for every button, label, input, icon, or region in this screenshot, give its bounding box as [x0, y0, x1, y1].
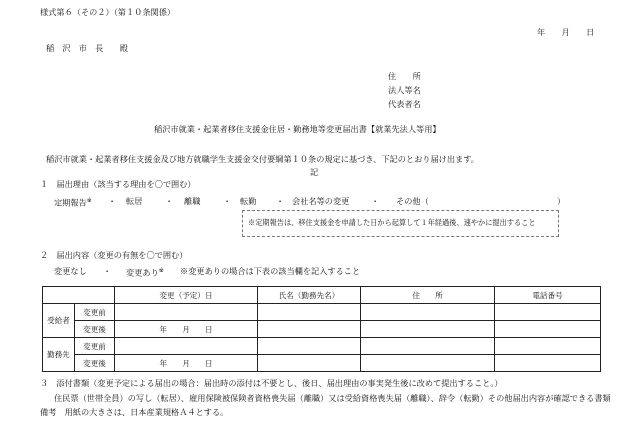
addressee: 稲 沢 市 長 殿: [46, 43, 128, 53]
separator: ・: [223, 196, 232, 206]
reason-company-name-change[interactable]: 会社名等の変更: [292, 196, 350, 206]
option-change[interactable]: 変更あり※: [126, 267, 164, 278]
reason-relocation[interactable]: 転居: [126, 196, 143, 206]
section3-heading: ３ 添付書類（変更予定による届出の場合：届出時の添付は不要とし、後日、届出理由の事実発生後に改めて提出すること。）: [40, 378, 503, 388]
phone-cell[interactable]: [495, 304, 601, 321]
group-label-workplace: 勤務先: [43, 338, 75, 372]
separator: ・: [108, 196, 117, 206]
periodic-note-box: [242, 210, 559, 237]
table-row: [43, 321, 601, 338]
table-corner-cell: [43, 287, 115, 304]
separator: ・: [165, 196, 174, 206]
reason-transfer[interactable]: 転勤: [240, 196, 257, 206]
corporation-name-label: 法人等名: [388, 85, 421, 95]
ki-heading: 記: [310, 167, 319, 177]
change-table: [42, 286, 601, 372]
periodic-note: ※定期報告は、移住支援金を申請した日から起算して１年経過後、速やかに提出すること: [248, 218, 536, 227]
table-row: [43, 355, 601, 372]
attachments-text: 住民票（世帯全員）の写し（転居）、雇用保険被保険者資格喪失届（離職）又は受給資格喪失届（離職）、辞令（転勤）その他届出内容が確認できる書類: [54, 393, 611, 403]
phone-cell[interactable]: [495, 321, 601, 338]
separator: ・: [103, 266, 112, 276]
section1-heading: １ 届出理由（該当する理由を〇で囲む）: [40, 179, 196, 189]
group-label-recipient: 受給者: [43, 304, 75, 338]
date-cell[interactable]: 年 月 日: [115, 355, 258, 372]
reason-other[interactable]: その他（: [396, 196, 429, 206]
change-note-mark: ※: [158, 267, 164, 274]
remarks: 備考 用紙の大きさは、日本産業規格Ａ４とする。: [40, 407, 229, 417]
option-no-change[interactable]: 変更なし: [54, 266, 87, 276]
section2-heading: ２ 届出内容（変更の有無を〇で囲む）: [40, 250, 188, 260]
date-cell[interactable]: [115, 338, 258, 355]
document-title: 稲沢市就業・起業者移住支援金住居・勤務地等変更届出書【就業先法人等用】: [154, 124, 441, 134]
col-header-name: 氏名（勤務先名）: [258, 287, 361, 304]
periodic-note-mark: ※: [86, 197, 92, 204]
name-cell[interactable]: [258, 321, 361, 338]
row-label-before: 変更前: [75, 304, 115, 321]
form-number: 様式第６（その２）（第１０条関係）: [40, 7, 176, 17]
col-header-phone: 電話番号: [495, 287, 601, 304]
address-label: 住 所: [388, 71, 421, 81]
phone-cell[interactable]: [495, 338, 601, 355]
table-header-row: [43, 287, 601, 304]
representative-label: 代表者名: [388, 99, 421, 109]
other-close-paren: ）: [557, 196, 566, 206]
col-header-date: 変更（予定）日: [115, 287, 258, 304]
address-cell[interactable]: [361, 321, 495, 338]
date-line: 年 月 日: [537, 27, 595, 37]
reason-resignation[interactable]: 離職: [184, 196, 201, 206]
change-note: ※変更ありの場合は下表の該当欄を記入すること: [180, 266, 361, 276]
row-label-before: 変更前: [75, 338, 115, 355]
table-row: [43, 338, 601, 355]
intro-text: 稲沢市就業・起業者移住支援金及び地方就職学生支援金交付要綱第１０条の規定に基づき、下記のとおり届け出ます。: [46, 154, 479, 164]
col-header-address: 住 所: [361, 287, 495, 304]
name-cell[interactable]: [258, 338, 361, 355]
row-label-after: 変更後: [75, 355, 115, 372]
reason-periodic-report[interactable]: 定期報告※: [54, 197, 92, 208]
separator: ・: [371, 196, 380, 206]
address-cell[interactable]: [361, 355, 495, 372]
phone-cell[interactable]: [495, 355, 601, 372]
table-row: [43, 304, 601, 321]
row-label-after: 変更後: [75, 321, 115, 338]
date-cell[interactable]: 年 月 日: [115, 321, 258, 338]
name-cell[interactable]: [258, 355, 361, 372]
address-cell[interactable]: [361, 338, 495, 355]
date-cell[interactable]: [115, 304, 258, 321]
separator: ・: [276, 196, 285, 206]
name-cell[interactable]: [258, 304, 361, 321]
address-cell[interactable]: [361, 304, 495, 321]
